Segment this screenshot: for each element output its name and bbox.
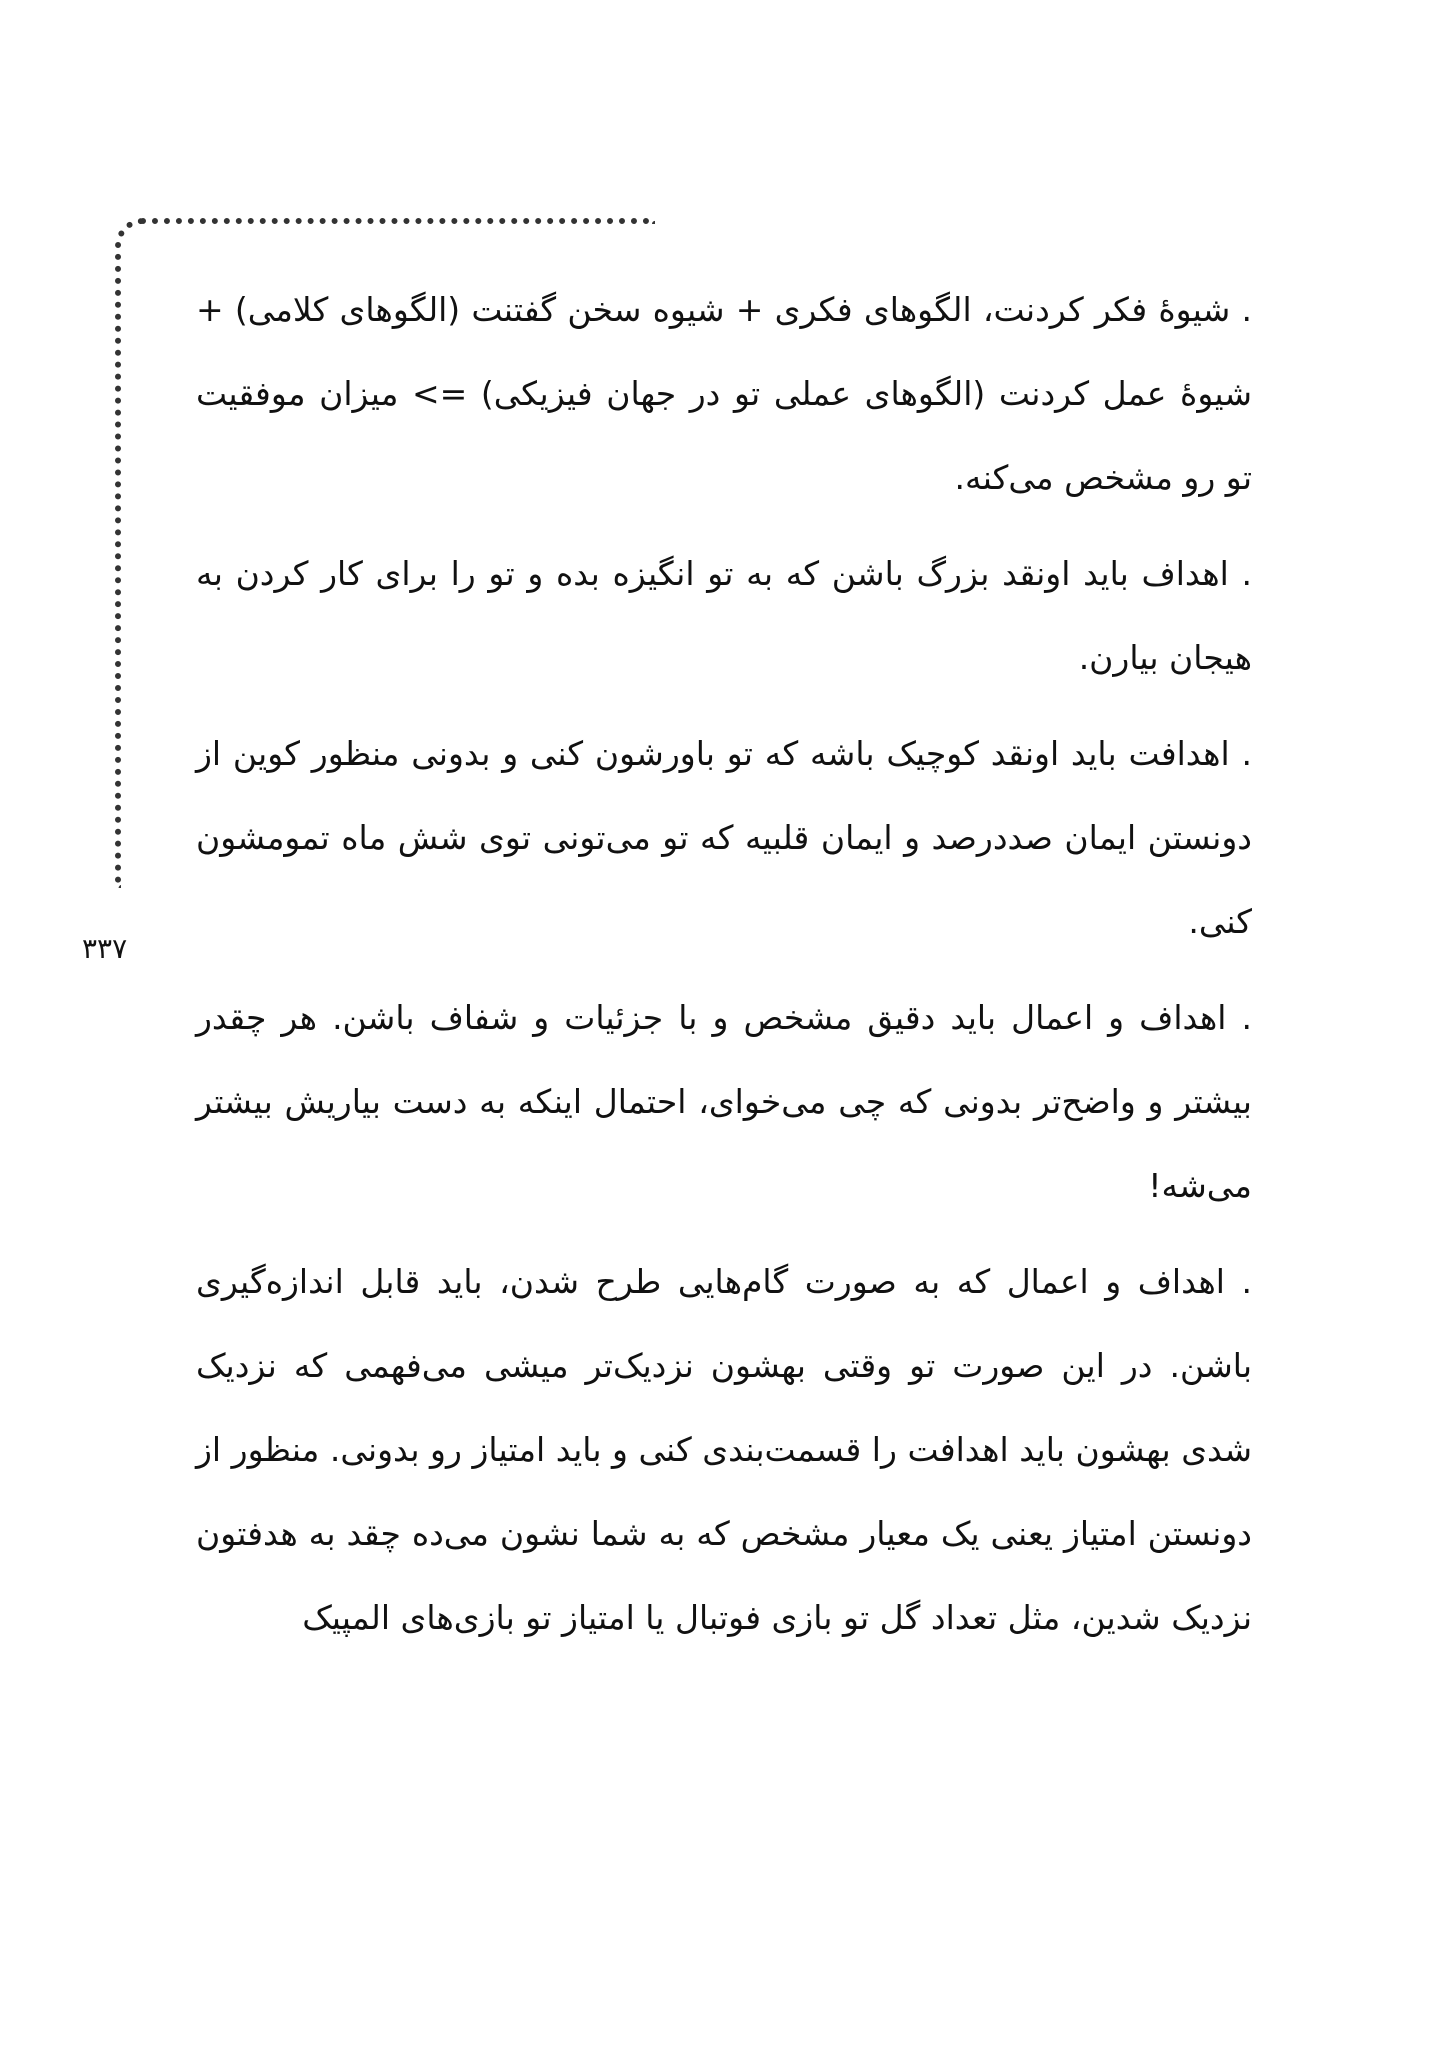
page-body-text: [196, 268, 1252, 1672]
paragraph-5: . اهداف و اعمال که به صورت گام‌هایی طرح شدن، باید قابل اندازه‌گیری باشن. در این صورت تو وقتی بهشون نزدیک‌تر میشی می‌فهمی که نزدیک شدی بهشون باید اهدافت را قسمت‌بندی کنی و باید امتیاز رو بدونی. منظور از دونستن امتیاز یعنی یک معیار مشخص که به شما نشون می‌ده چقد به هدفتون نزدیک شدین، مثل تعداد گل تو بازی فوتبال یا امتیاز تو بازی‌های المپیک: [196, 1262, 1252, 1637]
paragraph-1: . شیوهٔ فکر کردنت، الگوهای فکری + شیوه سخن گفتنت (الگوهای کلامی) + شیوهٔ عمل کردنت (الگوهای عملی تو در جهان فیزیکی) => میزان موفقیت تو رو مشخص می‌کنه.: [196, 290, 1252, 497]
paragraph-4: . اهداف و اعمال باید دقیق مشخص و با جزئیات و شفاف باشن. هر چقدر بیشتر و واضح‌تر بدونی که چی می‌خوای، احتمال اینکه به دست بیاریش بیشتر می‌شه!: [196, 998, 1252, 1205]
paragraph-2: . اهداف باید اونقد بزرگ باشن که به تو انگیزه بده و تو را برای کار کردن به هیجان بیارن.: [196, 554, 1252, 677]
paragraph-3: . اهدافت باید اونقد کوچیک باشه که تو باورشون کنی و بدونی منظور کوین از دونستن ایمان صددرصد و ایمان قلبیه که تو می‌تونی توی شش ماه تمومشون کنی.: [196, 734, 1252, 941]
page-number: ۳۳۷: [82, 932, 128, 965]
